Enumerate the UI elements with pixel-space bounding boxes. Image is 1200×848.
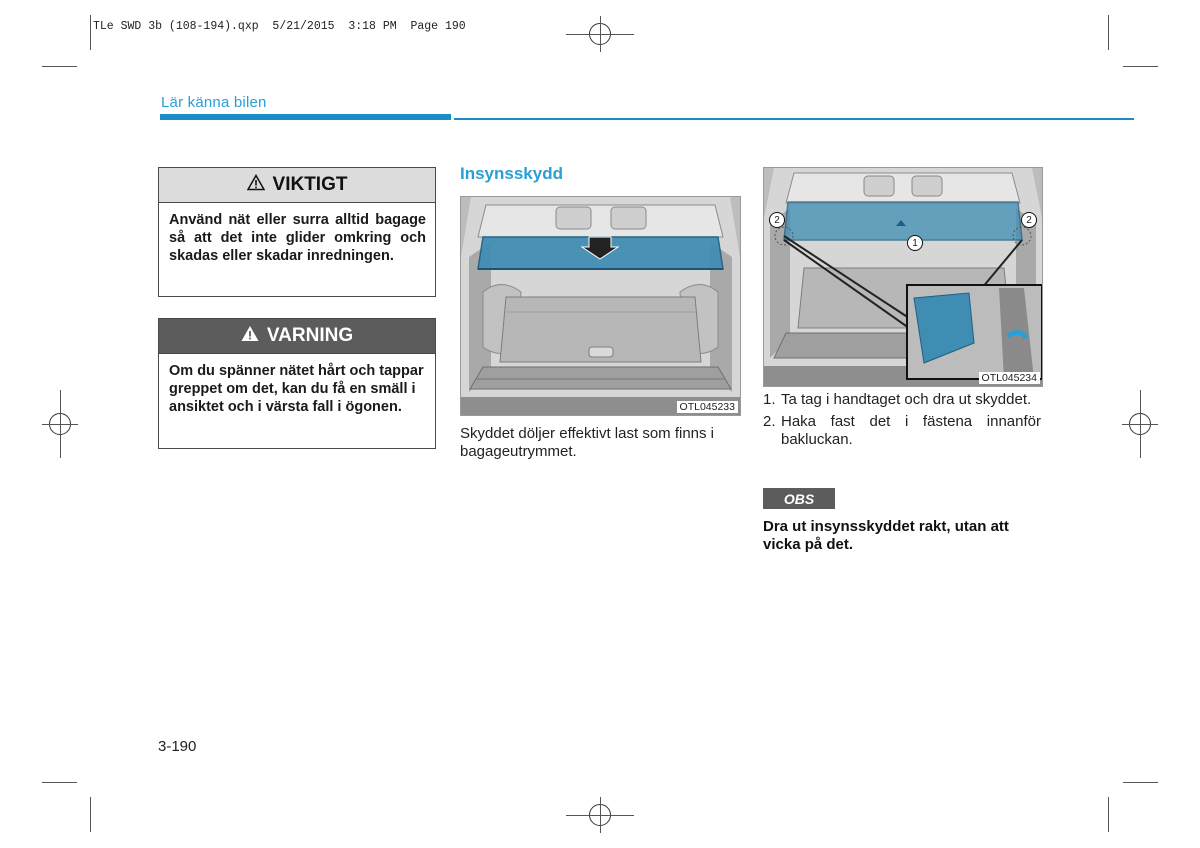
step-item bbox=[763, 413, 1041, 449]
registration-mark-bottom bbox=[566, 797, 634, 833]
crop-mark bbox=[1123, 782, 1158, 783]
notice-text: Använd nät eller surra alltid bagage så att det inte glider omkring och skadas eller skadar inredningen. bbox=[169, 212, 426, 264]
cargo-area-illustration bbox=[461, 197, 740, 415]
callout-1: 1 bbox=[907, 235, 923, 251]
header-rule-thick bbox=[160, 114, 451, 120]
notice-title: VIKTIGT bbox=[272, 174, 348, 195]
callout-2-right: 2 bbox=[1021, 212, 1037, 228]
step-item bbox=[763, 391, 1041, 409]
warning-triangle-outline-icon bbox=[247, 174, 265, 196]
obs-label: OBS bbox=[763, 488, 835, 509]
section-title: Insynsskydd bbox=[460, 164, 563, 183]
crop-mark bbox=[1123, 66, 1158, 67]
instruction-steps bbox=[763, 391, 1041, 453]
notice-box bbox=[158, 167, 436, 297]
step-number: 2. bbox=[763, 413, 776, 430]
header-rule-thin bbox=[454, 118, 1134, 120]
section-header: Lär känna bilen bbox=[161, 94, 267, 111]
cargo-cover-hook-figure bbox=[763, 167, 1043, 387]
figure-code: OTL045233 bbox=[677, 401, 738, 413]
cargo-cover-figure bbox=[460, 196, 741, 416]
step-number: 1. bbox=[763, 391, 776, 408]
figure-code: OTL045234 bbox=[979, 372, 1040, 384]
obs-text: Dra ut insynsskyddet rakt, utan att vicka på det. bbox=[763, 518, 1009, 553]
cargo-hook-illustration bbox=[764, 168, 1042, 386]
warning-title: VARNING bbox=[266, 325, 354, 346]
warning-triangle-filled-icon bbox=[241, 325, 259, 347]
warning-box-header bbox=[159, 319, 435, 354]
crop-mark bbox=[42, 66, 77, 67]
registration-mark-top bbox=[566, 16, 634, 52]
warning-box bbox=[158, 318, 436, 449]
callout-2-left: 2 bbox=[769, 212, 785, 228]
crop-mark bbox=[42, 782, 77, 783]
registration-mark-left bbox=[42, 390, 78, 458]
step-text: Haka fast det i fästena innanför bakluckan. bbox=[781, 413, 1041, 448]
warning-text: Om du spänner nätet hårt och tappar greppet om det, kan du få en smäll i ansiktet och i värsta fall i ögonen. bbox=[169, 363, 424, 415]
crop-mark bbox=[90, 797, 91, 832]
crop-mark bbox=[1108, 797, 1109, 832]
step-text: Ta tag i handtaget och dra ut skyddet. bbox=[781, 391, 1032, 408]
page-number: 3-190 bbox=[158, 738, 197, 755]
crop-mark bbox=[1108, 15, 1109, 50]
print-slug: TLe SWD 3b (108-194).qxp 5/21/2015 3:18 PM Page 190 bbox=[93, 20, 466, 33]
notice-box-header bbox=[159, 168, 435, 203]
section-paragraph: Skyddet döljer effektivt last som finns i bagageutrymmet. bbox=[460, 425, 715, 460]
registration-mark-right bbox=[1122, 390, 1158, 458]
crop-mark bbox=[90, 15, 91, 50]
